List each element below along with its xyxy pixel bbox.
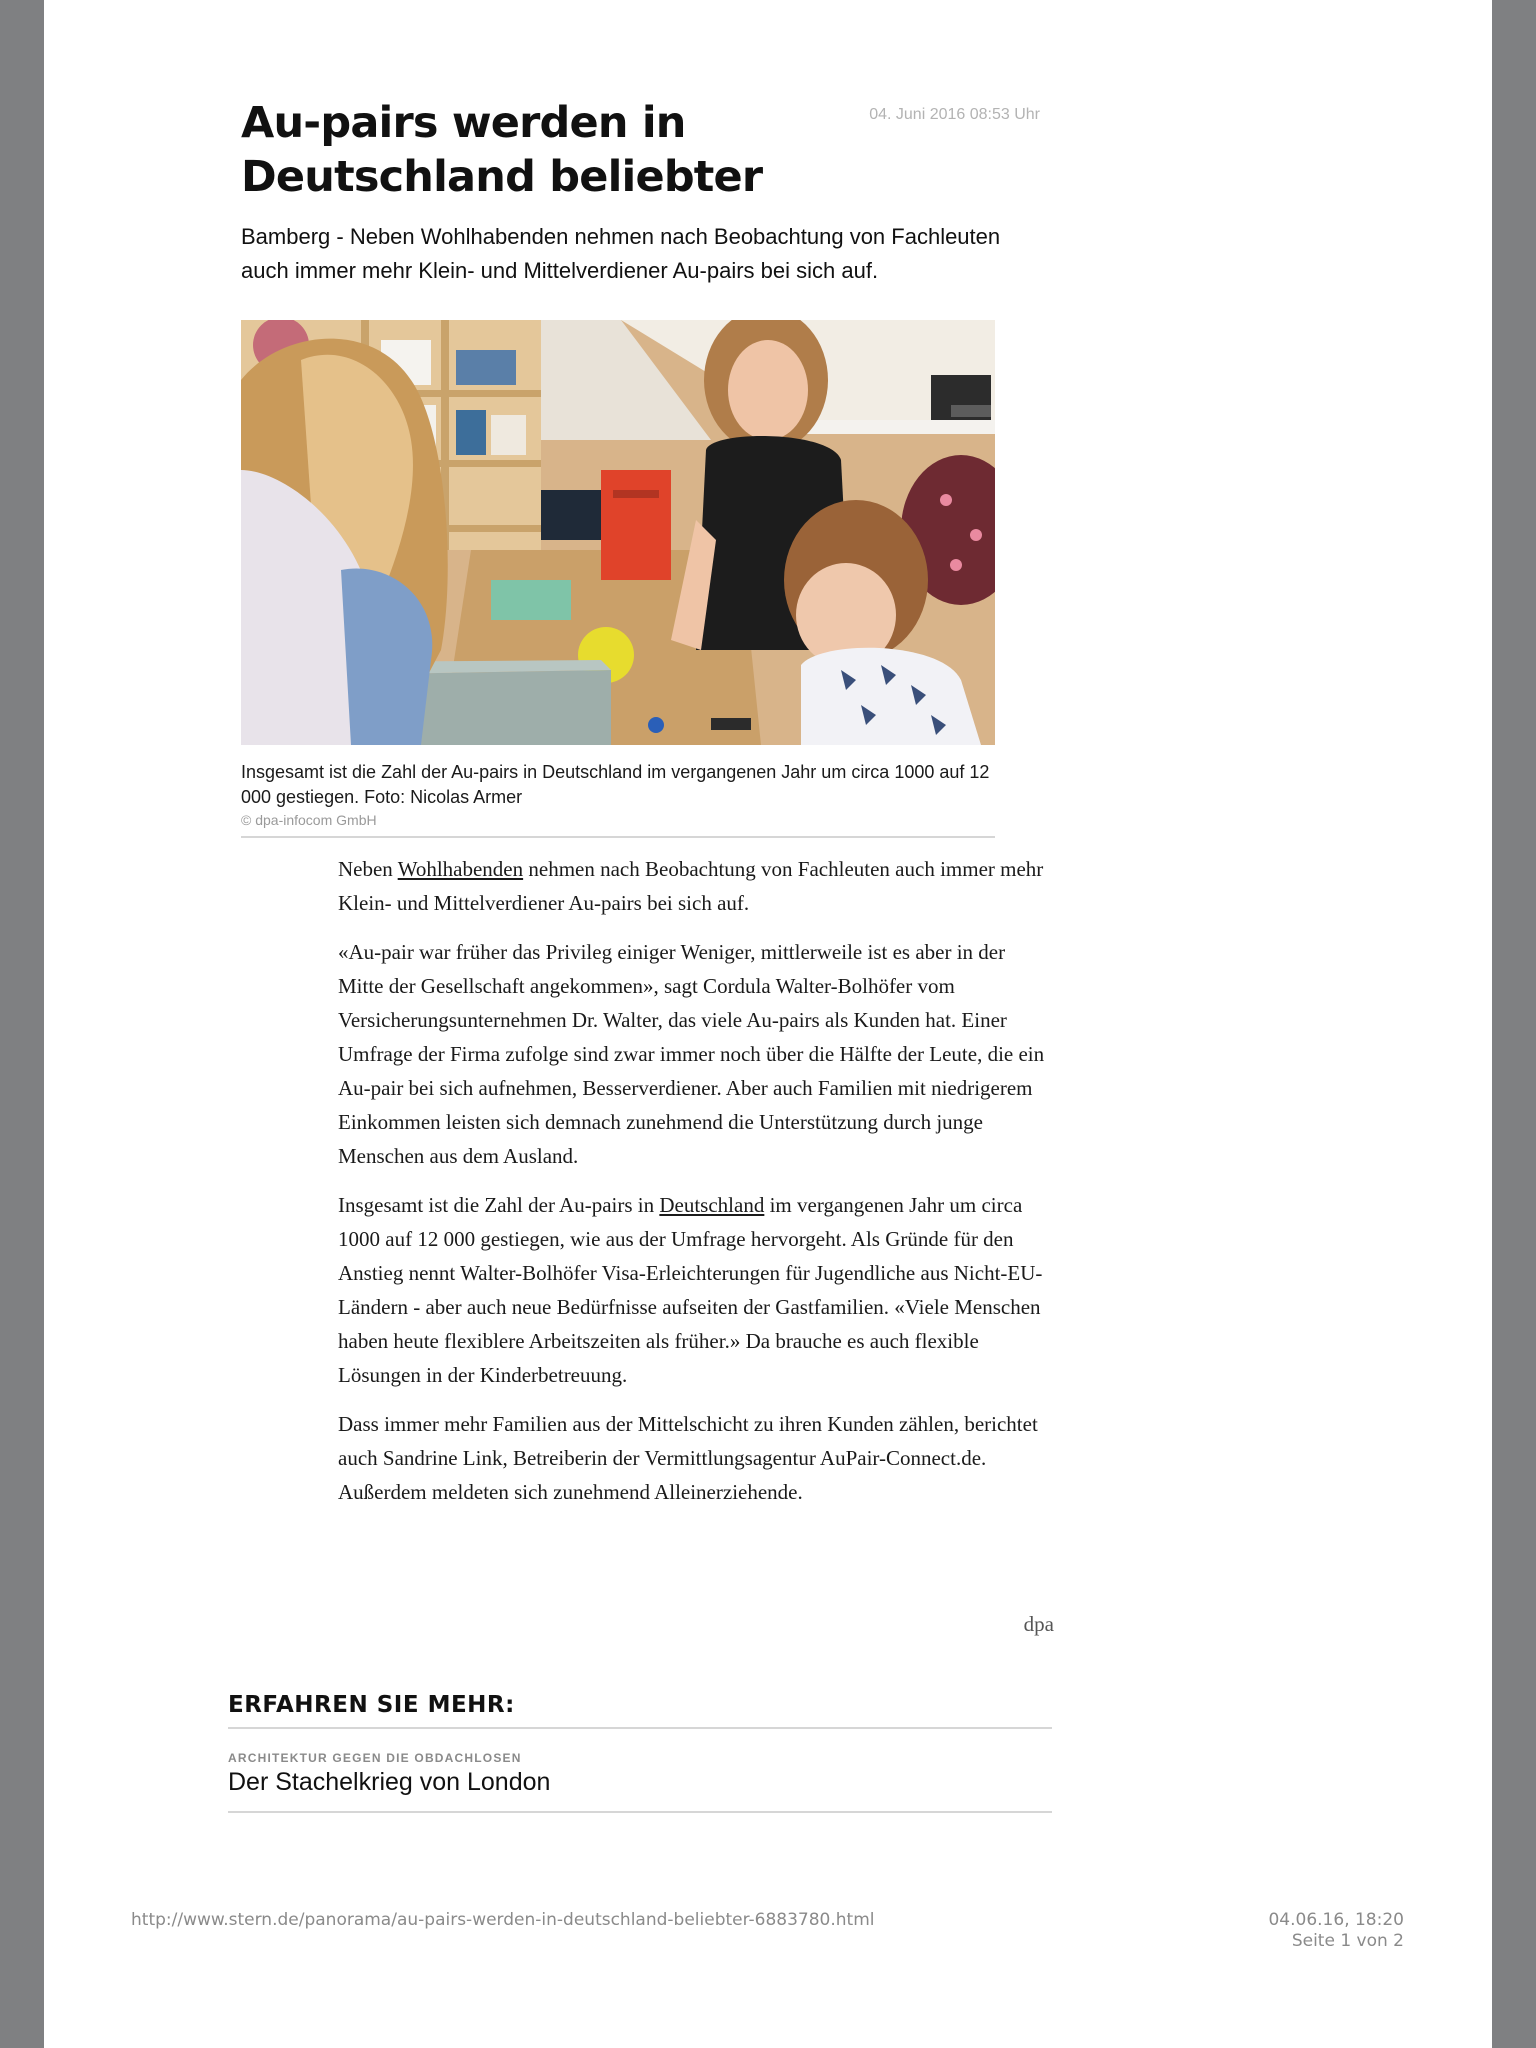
article-title (241, 96, 781, 204)
article-title-line1: Au-pairs werden in (241, 98, 686, 148)
more-divider-top (228, 1727, 1052, 1729)
paragraph-4: Dass immer mehr Familien aus der Mittelschicht zu ihren Kunden zählen, berichtet auch Sandrine Link, Betreiberin der Vermittlungsagentur AuPair-Connect.de. Außerdem meldeten sich zunehmend Alleinerziehende. (338, 1412, 1038, 1504)
print-footer-page: Seite 1 von 2 (1291, 1931, 1404, 1951)
paragraph-1 (338, 852, 1054, 920)
caption-divider (241, 836, 995, 838)
link-deutschland[interactable]: Deutschland (659, 1193, 765, 1217)
teaser-kicker: ARCHITEKTUR GEGEN DIE OBDACHLOSEN (228, 1751, 522, 1765)
link-wohlhabenden[interactable]: Wohlhabenden (397, 857, 524, 881)
article-title-line2: Deutschland beliebter (241, 152, 763, 202)
print-footer-datetime: 04.06.16, 18:20 (1268, 1910, 1404, 1930)
paragraph-1-text-b: nehmen nach Beobachtung von Fachleuten auch immer mehr Klein- und Mittelverdiener Au-pairs bei sich auf. (338, 857, 1044, 915)
print-footer-url: http://www.stern.de/panorama/au-pairs-werden-in-deutschland-beliebter-6883780.html (131, 1910, 875, 1930)
article-lead: Bamberg - Neben Wohlhabenden nehmen nach Beobachtung von Fachleuten auch immer mehr Klein- und Mittelverdiener Au-pairs bei sich auf. (241, 224, 1001, 283)
teaser-title[interactable]: Der Stachelkrieg von London (228, 1768, 551, 1796)
print-page (44, 0, 1492, 2048)
print-footer-meta (1144, 1910, 1404, 1952)
photo-credit: © dpa-infocom GmbH (241, 812, 377, 828)
more-divider-bottom (228, 1811, 1052, 1813)
paragraph-3 (338, 1188, 1054, 1392)
paragraph-1-text-a: Neben (338, 857, 398, 881)
paragraph-3-text-b: im vergangenen Jahr um circa 1000 auf 12 000 gestiegen, wie aus der Umfrage hervorgeht. Als Gründe für den Anstieg nennt Walter-Bolhöfer Visa-Erleichterungen für Jugendliche aus Nicht-EU-Ländern - aber auch neue Bedürfnisse aufseiten der Gastfamilien. «Viele Menschen haben heute flexiblere Arbeitszeiten als früher.» Da brauche es auch flexible Lösungen in der Kinderbetreuung. (338, 1193, 1043, 1387)
paragraph-2: «Au-pair war früher das Privileg einiger Weniger, mittlerweile ist es aber in der Mitte der Gesellschaft angekommen», sagt Cordula Walter-Bolhöfer vom Versicherungsunternehmen Dr. Walter, das viele Au-pairs als Kunden hat. Einer Umfrage der Firma zufolge sind zwar immer noch über die Hälfte der Leute, die ein Au-pair bei sich aufnehmen, Besserverdiener. Aber auch Familien mit niedrigerem Einkommen leisten sich demnach zunehmend die Unterstützung durch junge Menschen aus dem Ausland. (338, 940, 1045, 1168)
article-date: 04. Juni 2016 08:53 Uhr (869, 106, 1040, 123)
photo-caption: Insgesamt ist die Zahl der Au-pairs in Deutschland im vergangenen Jahr um circa 1000 auf 12 000 gestiegen. Foto: Nicolas Armer (241, 762, 990, 807)
article-photo (241, 320, 995, 745)
photo-illustration (241, 320, 995, 745)
more-heading: ERFAHREN SIE MEHR: (228, 1692, 515, 1718)
paragraph-3-text-a: Insgesamt ist die Zahl der Au-pairs in (338, 1193, 660, 1217)
article-source: dpa (1023, 1612, 1054, 1636)
article-body (338, 852, 1054, 1524)
